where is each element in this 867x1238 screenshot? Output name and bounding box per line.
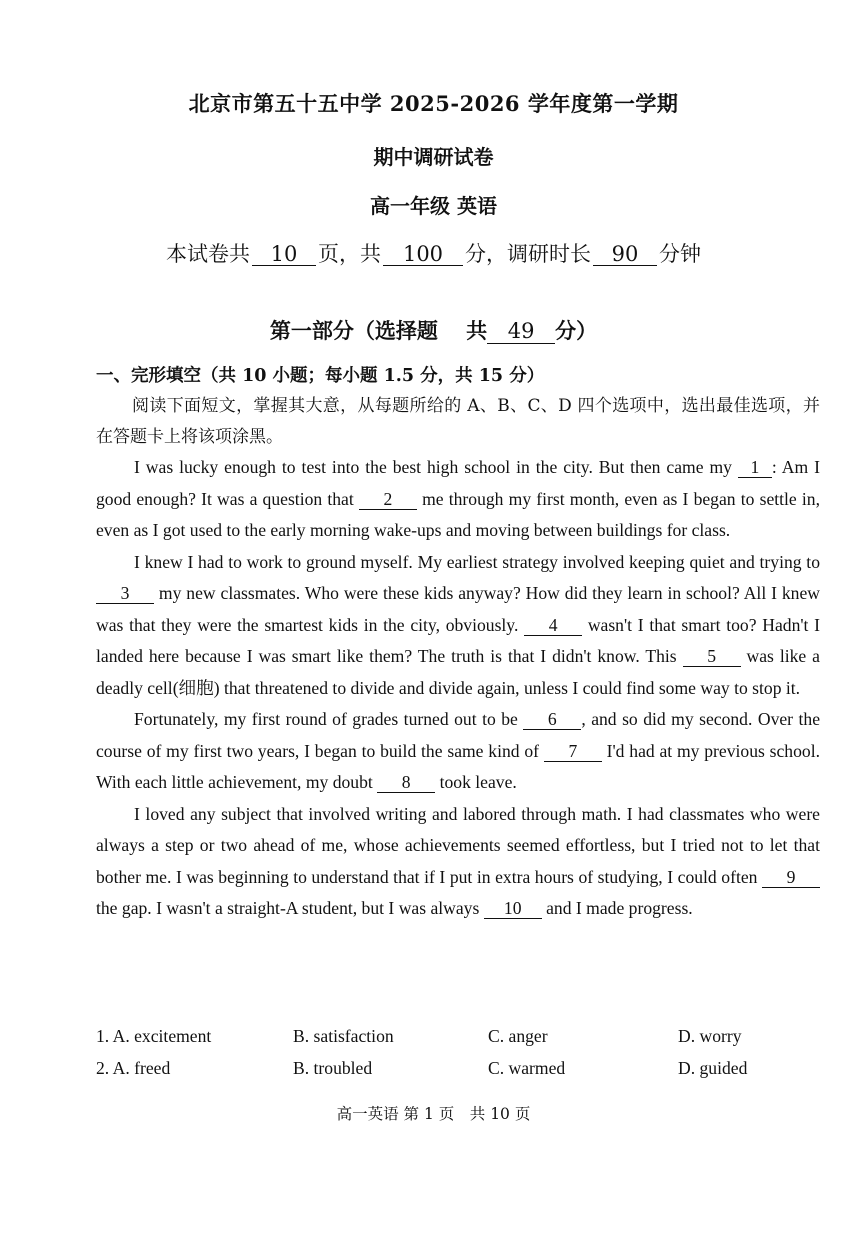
blank-1: 1 <box>738 457 772 478</box>
question-1-option-d: D. worry <box>678 1026 742 1046</box>
blank-10: 10 <box>484 898 542 919</box>
passage-paragraph-2: I knew I had to work to ground myself. My earliest strategy involved keeping quiet and trying to 3 my new classmates. Who were these kids anyway? How did they learn in school? All I knew was that they were the smartest kids in the city, obviously. 4 wasn't I that smart too? Hadn't I landed here because I was smart like them? The truth is that I didn't know. This 5 was like a deadly cell(细胞) that threatened to divide and divide again, unless I could find some way to stop it. <box>96 551 821 698</box>
part1-title-suffix: 分） <box>555 318 598 343</box>
info-prefix: 本试卷共 <box>166 242 250 266</box>
page-footer: 高一英语 第 1 页 共 10 页 <box>336 1105 531 1123</box>
question-1-option-c: C. anger <box>488 1026 548 1046</box>
cloze-passage <box>96 452 820 925</box>
time-value: 90 <box>593 243 657 266</box>
blank-3: 3 <box>96 583 154 604</box>
exam-info <box>0 238 867 268</box>
pages-value: 10 <box>252 243 316 266</box>
exam-title: 期中调研试卷 <box>373 145 494 169</box>
passage-paragraph-1: I was lucky enough to test into the best high school in the city. But then came my 1 : Am I good enough? It was a question that 2 me through my first month, even as I began to settle in, even as I got used to the early morning wake-ups and moving between buildings for class. <box>96 457 820 540</box>
blank-5: 5 <box>683 646 741 667</box>
question-2-option-a: 2. A. freed <box>96 1058 171 1078</box>
info-mid2: 分，调研时长 <box>465 242 591 266</box>
info-mid1: 页，共 <box>318 242 381 266</box>
question-2-option-c: C. warmed <box>488 1058 566 1078</box>
school-title: 北京市第五十五中学 2025-2026 学年度第一学期 <box>188 91 679 116</box>
passage-paragraph-3: Fortunately, my first round of grades turned out to be 6 , and so did my second. Over the course of my first two years, I began to build the same kind of 7 I'd had at my previous school. With each little achievement, my doubt 8 took leave. <box>96 709 821 792</box>
part1-score: 49 <box>487 319 555 344</box>
blank-2: 2 <box>359 489 417 510</box>
question-2-option-d: D. guided <box>678 1058 748 1078</box>
grade-subject: 高一年级 英语 <box>370 194 497 218</box>
part1-title <box>0 315 867 345</box>
blank-8: 8 <box>377 772 435 793</box>
blank-9: 9 <box>762 867 820 888</box>
blank-7: 7 <box>544 741 602 762</box>
blank-6: 6 <box>523 709 581 730</box>
question-1-option-a: 1. A. excitement <box>96 1026 212 1046</box>
question-2-option-b: B. troubled <box>293 1058 373 1078</box>
info-suffix: 分钟 <box>659 242 701 266</box>
blank-4: 4 <box>524 615 582 636</box>
section1-instructions: 阅读下面短文，掌握其大意，从每题所给的 A、B、C、D 四个选项中，选出最佳选项，并在答题卡上将该项涂黑。 <box>96 396 820 447</box>
passage-paragraph-4: I loved any subject that involved writing and labored through math. I had classmates who were always a step or two ahead of me, whose achievements seemed effortless, but I tried not to let that bother me. I was beginning to understand that if I put in extra hours of studying, I could often 9 the gap. I wasn't a straight-A student, but I was always 10 and I made progress. <box>96 803 820 918</box>
section1-heading: 一、完形填空（共 10 小题；每小题 1.5 分，共 15 分） <box>96 366 545 386</box>
part1-title-prefix: 第一部分（选择题 共 <box>269 318 488 343</box>
score-value: 100 <box>383 243 463 266</box>
question-1-option-b: B. satisfaction <box>293 1026 394 1046</box>
